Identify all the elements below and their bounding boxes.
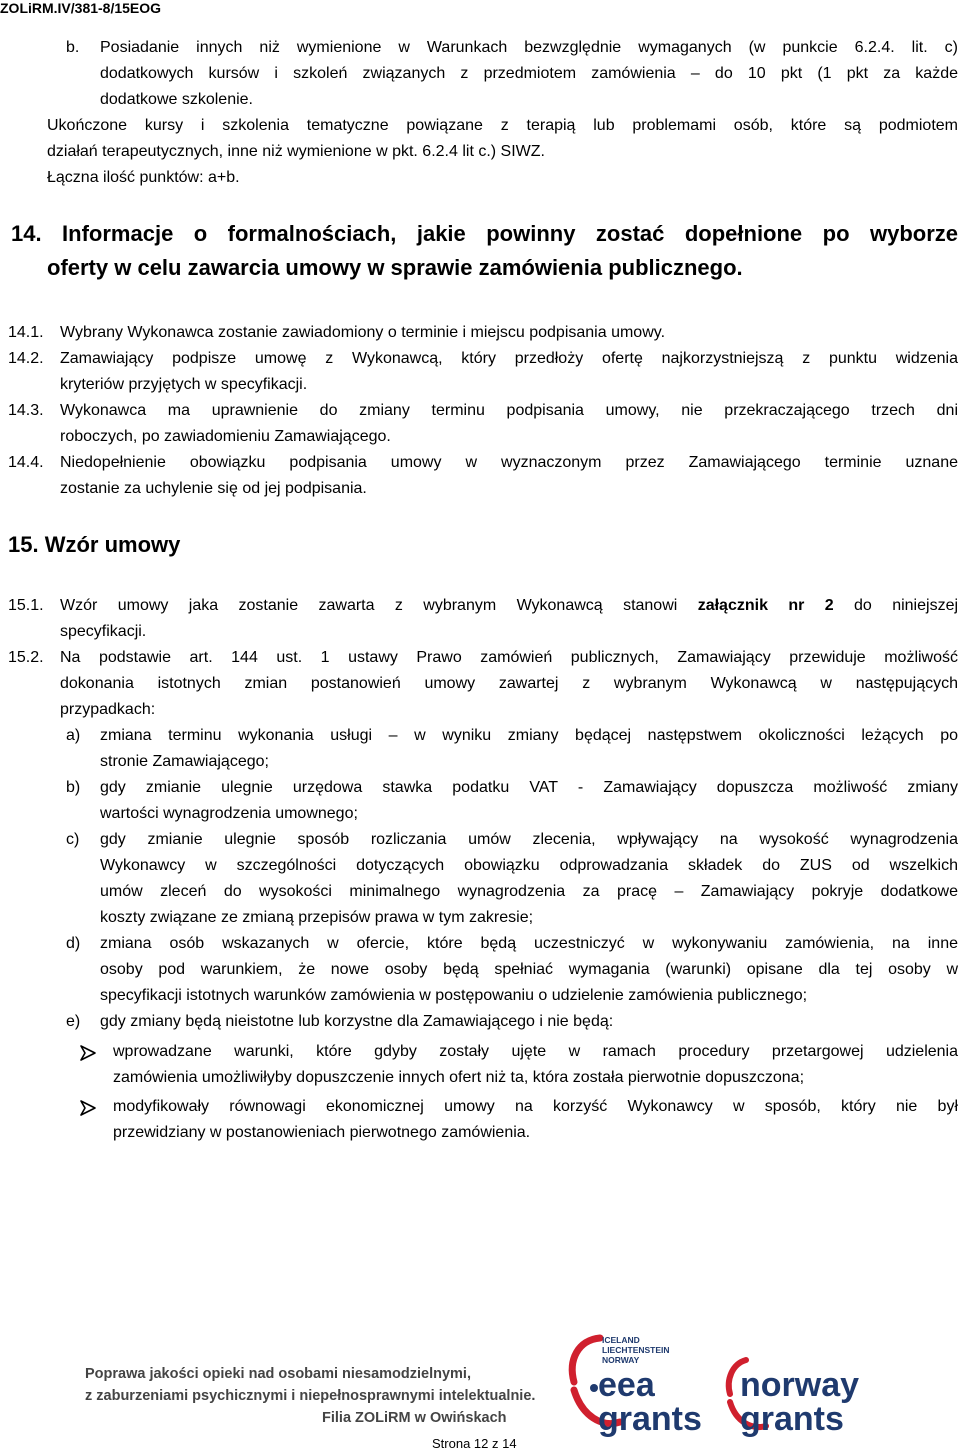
item-number: 15.2.: [8, 649, 44, 666]
text-line: dokonania istotnych zmian postanowień umowy zawartej z wybranym Wykonawcą w następujących: [60, 675, 958, 692]
eea-norway-grants-logo: [560, 1330, 880, 1440]
item-number: 14.1.: [8, 324, 44, 341]
item-b-label: b.: [66, 39, 80, 56]
text-line: gdy zmianie ulegnie urzędowa stawka podatku VAT - Zamawiający dopuszcza możliwość zmiany: [100, 779, 958, 796]
text-span: do niniejszej: [833, 597, 959, 614]
text-line: Posiadanie innych niż wymienione w Warunkach bezwzględnie wymaganych (w punkcie 6.2.4. lit. c): [100, 39, 958, 56]
courses-paragraph: [47, 113, 958, 165]
text-line: stronie Zamawiającego;: [100, 753, 269, 770]
text-span: Wzór umowy jaka zostanie zawarta z wybranym Wykonawcą stanowi: [60, 597, 698, 614]
footer-line: Filia ZOLiRM w Owińskach: [322, 1410, 507, 1426]
text-line: działań terapeutycznych, inne niż wymienione w pkt. 6.2.4 lit c.) SIWZ.: [47, 143, 545, 160]
text-line: przewidziany w postanowieniach pierwotnego zamówienia.: [113, 1124, 531, 1141]
item-text: [60, 320, 958, 346]
text-line: kryteriów przyjętych w specyfikacji.: [60, 376, 308, 393]
item-text: [100, 1009, 958, 1035]
project-footer: [85, 1363, 535, 1429]
item-text: [60, 346, 958, 398]
text-line: wartości wynagrodzenia umownego;: [100, 805, 358, 822]
arrow-bullet-icon: [78, 1043, 98, 1063]
country-iceland: ICELAND: [602, 1335, 640, 1345]
document-code: ZOLiRM.IV/381-8/15EOG: [0, 0, 162, 16]
text-line: [60, 593, 958, 619]
text-line: gdy zmiany będą nieistotne lub korzystne dla Zamawiającego i nie będą:: [100, 1013, 614, 1030]
text-line: Wykonawca ma uprawnienie do zmiany terminu podpisania umowy, nie przekraczającego trzech dni: [60, 402, 958, 419]
item-text: [100, 723, 958, 775]
item-label: a): [66, 727, 81, 744]
item-text: [100, 827, 958, 931]
item-number: 14.3.: [8, 402, 44, 419]
country-norway: NORWAY: [602, 1355, 640, 1365]
text-line: Wykonawcy w szczególności dotyczących obowiązku odprowadzania składek do ZUS od wszelkich: [100, 857, 958, 874]
grants-wordmark: grants: [740, 1400, 844, 1438]
text-line: modyfikowały równowagi ekonomicznej umowy na korzyść Wykonawcy w sposób, który nie był: [113, 1098, 958, 1115]
text-line: Zamawiający podpisze umowę z Wykonawcą, który przedłoży ofertę najkorzystniejszą z punktu widzenia: [60, 350, 958, 367]
norway-wordmark: norway: [740, 1366, 860, 1404]
item-text: [60, 593, 958, 645]
section-15-title: 15. Wzór umowy: [8, 532, 181, 557]
item-label: e): [66, 1013, 81, 1030]
text-line: Wybrany Wykonawca zostanie zawiadomiony o terminie i miejscu podpisania umowy.: [60, 324, 666, 341]
text-line: zmiana terminu wykonania usługi – w wyniku zmiany będącej następstwem okoliczności leżących po: [100, 727, 958, 744]
text-line: zamówienia umożliwiłyby dopuszczenie innych ofert niż ta, która została pierwotnie dopuszczona;: [113, 1069, 805, 1086]
item-text: [60, 450, 958, 502]
item-label: c): [66, 831, 80, 848]
section-14-title: [11, 217, 958, 285]
text-line: specyfikacji istotnych warunków zamówienia w postępowaniu o udzielenie zamówienia publicznego;: [100, 987, 808, 1004]
text-line: Na podstawie art. 144 ust. 1 ustawy Prawo zamówień publicznych, Zamawiający przewiduje możliwość: [60, 649, 958, 666]
text-line: specyfikacji.: [60, 623, 147, 640]
country-liechtenstein: LIECHTENSTEIN: [602, 1345, 670, 1355]
text-line: osoby pod warunkiem, że nowe osoby będą spełniać wymagania (warunki) opisane dla tej osoby w: [100, 961, 958, 978]
text-line: dodatkowych kursów i szkoleń związanych z przedmiotem zamówienia – do 10 pkt (1 pkt za każde: [100, 65, 958, 82]
text-line: przypadkach:: [60, 701, 156, 718]
grants-wordmark: grants: [598, 1400, 702, 1438]
bullet-text: [113, 1094, 958, 1146]
page-number: Strona 12 z 14: [432, 1436, 517, 1451]
text-line: zostanie za uchylenie się od jej podpisania.: [60, 480, 367, 497]
item-text: [60, 398, 958, 450]
text-line: koszty związane ze zmianą przepisów prawa w tym zakresie;: [100, 909, 534, 926]
footer-line: z zaburzeniami psychicznymi i niepełnosprawnymi intelektualnie.: [85, 1388, 536, 1404]
item-number: 15.1.: [8, 597, 44, 614]
text-line: zmiana osób wskazanych w ofercie, które będą uczestniczyć w wykonywaniu zamówienia, na inne: [100, 935, 958, 952]
text-line: gdy zmianie ulegnie sposób rozliczania umów zlecenia, wpływający na wysokość wynagrodzenia: [100, 831, 958, 848]
item-text: [100, 931, 958, 1009]
item-number: 14.4.: [8, 454, 44, 471]
title-line: oferty w celu zawarcia umowy w sprawie zamówienia publicznego.: [47, 255, 743, 280]
item-text: [60, 645, 958, 723]
text-line: umów zleceń do wysokości minimalnego wynagrodzenia za pracę – Zamawiający pokryje dodatkowe: [100, 883, 958, 900]
total-points: Łączna ilość punktów: a+b.: [47, 169, 240, 186]
item-number: 14.2.: [8, 350, 44, 367]
text-line: Ukończone kursy i szkolenia tematyczne powiązane z terapią lub problemami osób, które są podmiotem: [47, 117, 958, 134]
item-label: d): [66, 935, 81, 952]
text-line: roboczych, po zawiadomieniu Zamawiającego.: [60, 428, 391, 445]
item-text: [100, 775, 958, 827]
attachment-reference: załącznik nr 2: [697, 597, 834, 614]
eea-wordmark: eea: [598, 1366, 655, 1404]
arrow-bullet-icon: [78, 1098, 98, 1118]
footer-line: Poprawa jakości opieki nad osobami niesamodzielnymi,: [85, 1366, 471, 1382]
item-b-text: [100, 35, 958, 113]
text-line: Niedopełnienie obowiązku podpisania umowy w wyznaczonym przez Zamawiającego terminie uznane: [60, 454, 958, 471]
bullet-text: [113, 1039, 958, 1091]
item-label: b): [66, 779, 81, 796]
text-line: dodatkowe szkolenie.: [100, 91, 253, 108]
text-line: wprowadzane warunki, które gdyby zostały ujęte w ramach procedury przetargowej udzielenia: [113, 1043, 958, 1060]
title-line: 14. Informacje o formalnościach, jakie powinny zostać dopełnione po wyborze: [11, 221, 958, 246]
